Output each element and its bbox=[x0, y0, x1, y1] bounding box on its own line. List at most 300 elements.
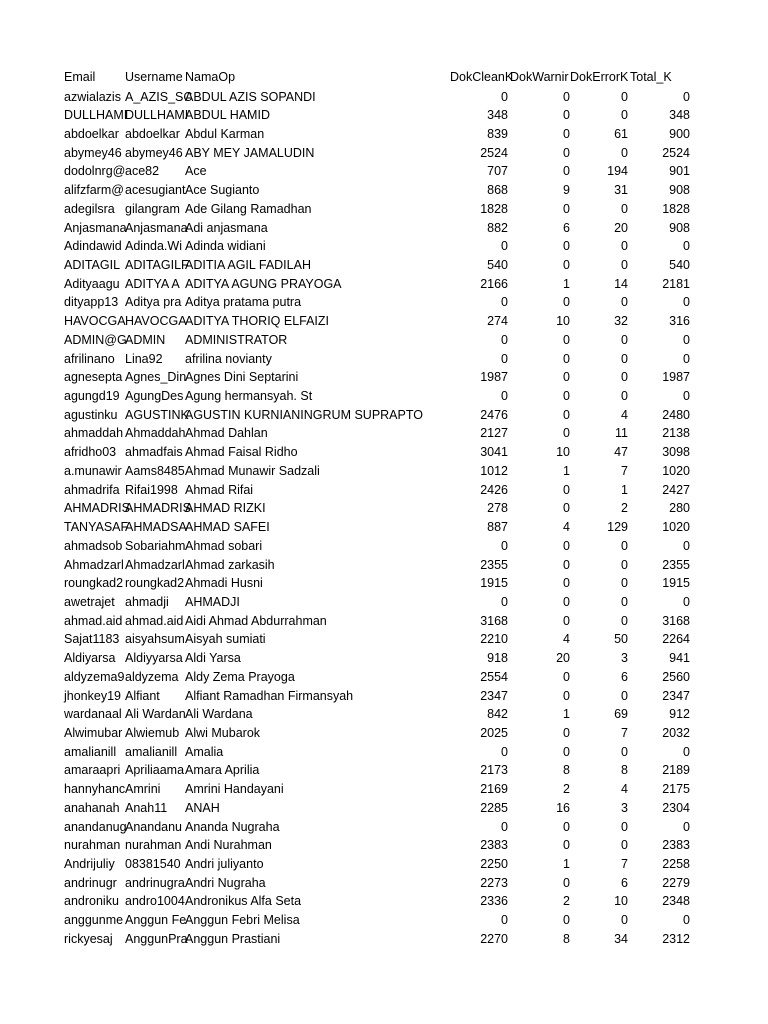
cell-email: andrinugr bbox=[64, 875, 117, 890]
cell-dok-clean: 918 bbox=[487, 651, 508, 666]
cell-email: roungkad2 bbox=[64, 576, 124, 591]
cell-dok-clean: 3168 bbox=[480, 613, 508, 628]
cell-email: amaraapri bbox=[64, 763, 121, 778]
cell-email: Aldiyarsa bbox=[64, 651, 116, 666]
table-row bbox=[0, 705, 768, 724]
cell-dok-warning: 0 bbox=[563, 426, 570, 441]
table-row bbox=[0, 649, 768, 668]
table-row bbox=[0, 574, 768, 593]
cell-namaop: AHMADJI bbox=[185, 594, 240, 609]
cell-dok-error: 0 bbox=[621, 201, 628, 216]
cell-dok-warning: 0 bbox=[563, 108, 570, 123]
cell-dok-clean: 2173 bbox=[480, 763, 508, 778]
cell-dok-warning: 0 bbox=[563, 669, 570, 684]
cell-dok-clean: 2476 bbox=[480, 407, 508, 422]
cell-total: 2355 bbox=[662, 557, 690, 572]
cell-total: 316 bbox=[669, 314, 690, 329]
cell-total: 2279 bbox=[662, 875, 690, 890]
cell-total: 2264 bbox=[662, 632, 690, 647]
cell-dok-warning: 0 bbox=[563, 819, 570, 834]
cell-email: ahmad.aid bbox=[64, 613, 123, 628]
cell-namaop: AGUSTIN KURNIANINGRUM SUPRAPTO bbox=[185, 407, 423, 422]
cell-total: 2383 bbox=[662, 838, 690, 853]
cell-username: amalianill bbox=[125, 744, 178, 759]
cell-dok-clean: 0 bbox=[501, 295, 508, 310]
cell-dok-warning: 20 bbox=[556, 651, 570, 666]
cell-dok-error: 0 bbox=[621, 370, 628, 385]
cell-total: 280 bbox=[669, 501, 690, 516]
cell-email: Adityaagu bbox=[64, 276, 120, 291]
table-row bbox=[0, 818, 768, 837]
cell-namaop: AHMAD SAFEI bbox=[185, 520, 270, 535]
cell-namaop: Alfiant Ramadhan Firmansyah bbox=[185, 688, 354, 703]
cell-username: Alwiemub bbox=[125, 725, 180, 740]
cell-total: 1915 bbox=[662, 576, 690, 591]
cell-email: Anjasmana bbox=[64, 220, 127, 235]
cell-dok-warning: 0 bbox=[563, 370, 570, 385]
table-row bbox=[0, 125, 768, 144]
cell-namaop: Ace bbox=[185, 164, 207, 179]
cell-dok-clean: 839 bbox=[487, 126, 508, 141]
table-row bbox=[0, 424, 768, 443]
cell-dok-clean: 0 bbox=[501, 819, 508, 834]
cell-total: 1020 bbox=[662, 463, 690, 478]
cell-total: 0 bbox=[683, 913, 690, 928]
cell-dok-error: 0 bbox=[621, 819, 628, 834]
cell-email: alifzfarm@ bbox=[64, 183, 124, 198]
table-row bbox=[0, 88, 768, 107]
cell-dok-error: 31 bbox=[614, 183, 628, 198]
cell-dok-warning: 0 bbox=[563, 201, 570, 216]
cell-username: AnggunPra bbox=[125, 931, 188, 946]
cell-username: Ali Wardan bbox=[125, 707, 186, 722]
table-row bbox=[0, 687, 768, 706]
cell-dok-clean: 0 bbox=[501, 239, 508, 254]
cell-dok-error: 0 bbox=[621, 576, 628, 591]
cell-username: Anandanu bbox=[125, 819, 183, 834]
cell-dok-clean: 1828 bbox=[480, 201, 508, 216]
cell-total: 1020 bbox=[662, 520, 690, 535]
cell-username: Apriliaama bbox=[125, 763, 185, 778]
table-row bbox=[0, 724, 768, 743]
table-row bbox=[0, 761, 768, 780]
cell-email: ADMIN@G bbox=[64, 332, 127, 347]
cell-email: HAVOCGA bbox=[64, 314, 126, 329]
cell-dok-warning: 0 bbox=[563, 557, 570, 572]
cell-total: 2032 bbox=[662, 725, 690, 740]
cell-dok-error: 7 bbox=[621, 857, 628, 872]
cell-dok-clean: 2273 bbox=[480, 875, 508, 890]
cell-namaop: Amalia bbox=[185, 744, 224, 759]
header-dok-error: DokErrorK bbox=[570, 70, 629, 84]
table-row bbox=[0, 668, 768, 687]
cell-dok-clean: 707 bbox=[487, 164, 508, 179]
cell-dok-warning: 0 bbox=[563, 538, 570, 553]
cell-username: andro1004 bbox=[125, 894, 185, 909]
cell-total: 908 bbox=[669, 183, 690, 198]
cell-dok-error: 11 bbox=[615, 426, 628, 441]
cell-email: Ahmadzarl bbox=[64, 557, 124, 572]
cell-namaop: Andi Nurahman bbox=[185, 838, 272, 853]
cell-dok-clean: 348 bbox=[487, 108, 508, 123]
cell-username: Aditya pra bbox=[125, 295, 182, 310]
table-row bbox=[0, 312, 768, 331]
table-row bbox=[0, 162, 768, 181]
cell-username: Ahmadzarl bbox=[125, 557, 185, 572]
table-row bbox=[0, 200, 768, 219]
cell-email: abdoelkar bbox=[64, 126, 119, 141]
cell-namaop: ABY MEY JAMALUDIN bbox=[185, 145, 315, 160]
cell-dok-error: 1 bbox=[621, 482, 628, 497]
cell-namaop: ANAH bbox=[185, 800, 220, 815]
cell-dok-warning: 0 bbox=[563, 295, 570, 310]
cell-total: 901 bbox=[669, 164, 690, 179]
cell-total: 912 bbox=[669, 707, 690, 722]
cell-dok-error: 0 bbox=[621, 538, 628, 553]
header-dok-clean: DokCleanK bbox=[450, 70, 514, 84]
cell-username: ahmadji bbox=[125, 594, 169, 609]
cell-dok-clean: 882 bbox=[487, 220, 508, 235]
cell-dok-warning: 4 bbox=[563, 520, 570, 535]
cell-dok-warning: 0 bbox=[563, 613, 570, 628]
cell-dok-warning: 0 bbox=[563, 89, 570, 104]
cell-namaop: ADMINISTRATOR bbox=[185, 332, 288, 347]
cell-dok-warning: 0 bbox=[563, 725, 570, 740]
cell-username: A_AZIS_SC bbox=[125, 89, 193, 104]
table-row bbox=[0, 293, 768, 312]
cell-username: 08381540 bbox=[125, 857, 181, 872]
cell-email: anggunme bbox=[64, 913, 124, 928]
cell-dok-clean: 2285 bbox=[480, 800, 508, 815]
cell-dok-warning: 0 bbox=[563, 482, 570, 497]
cell-total: 0 bbox=[683, 819, 690, 834]
cell-dok-error: 34 bbox=[614, 931, 628, 946]
table-row bbox=[0, 462, 768, 481]
cell-email: dodolnrg@ bbox=[64, 164, 126, 179]
cell-email: nurahman bbox=[64, 838, 121, 853]
cell-email: dityapp13 bbox=[64, 295, 119, 310]
cell-namaop: Adinda widiani bbox=[185, 239, 266, 254]
cell-dok-clean: 2210 bbox=[480, 632, 508, 647]
cell-namaop: Amrini Handayani bbox=[185, 782, 284, 797]
cell-total: 2480 bbox=[662, 407, 690, 422]
cell-dok-error: 0 bbox=[621, 351, 628, 366]
cell-dok-clean: 274 bbox=[487, 314, 508, 329]
cell-dok-warning: 0 bbox=[563, 576, 570, 591]
cell-total: 0 bbox=[683, 389, 690, 404]
cell-username: DULLHAMI bbox=[125, 108, 189, 123]
cell-email: AHMADRIS bbox=[64, 501, 130, 516]
cell-dok-clean: 0 bbox=[501, 594, 508, 609]
cell-namaop: Ananda Nugraha bbox=[185, 819, 280, 834]
table-row bbox=[0, 350, 768, 369]
cell-dok-clean: 2270 bbox=[480, 931, 508, 946]
cell-email: agustinku bbox=[64, 407, 118, 422]
cell-email: aldyzema9 bbox=[64, 669, 125, 684]
cell-dok-error: 0 bbox=[621, 332, 628, 347]
cell-dok-clean: 887 bbox=[487, 520, 508, 535]
cell-total: 2304 bbox=[662, 800, 690, 815]
cell-namaop: Anggun Febri Melisa bbox=[185, 913, 300, 928]
cell-namaop: Ahmadi Husni bbox=[185, 576, 263, 591]
cell-dok-clean: 2524 bbox=[480, 145, 508, 160]
cell-email: afridho03 bbox=[64, 445, 117, 460]
cell-dok-error: 0 bbox=[621, 145, 628, 160]
cell-dok-error: 3 bbox=[621, 800, 628, 815]
cell-username: AHMADSA bbox=[125, 520, 187, 535]
cell-total: 0 bbox=[683, 89, 690, 104]
cell-namaop: ABDUL AZIS SOPANDI bbox=[185, 89, 316, 104]
cell-total: 1987 bbox=[662, 370, 690, 385]
cell-username: Lina92 bbox=[125, 351, 163, 366]
cell-dok-error: 4 bbox=[621, 782, 628, 797]
cell-total: 2189 bbox=[662, 763, 690, 778]
table-row bbox=[0, 518, 768, 537]
cell-dok-error: 0 bbox=[621, 89, 628, 104]
cell-dok-clean: 0 bbox=[501, 538, 508, 553]
table-row bbox=[0, 237, 768, 256]
cell-dok-error: 69 bbox=[614, 707, 628, 722]
cell-dok-error: 0 bbox=[621, 688, 628, 703]
cell-email: ahmadrifa bbox=[64, 482, 120, 497]
cell-username: acesugiant bbox=[125, 183, 186, 198]
cell-namaop: Alwi Mubarok bbox=[185, 725, 261, 740]
table-row bbox=[0, 911, 768, 930]
table-row bbox=[0, 537, 768, 556]
cell-total: 0 bbox=[683, 351, 690, 366]
cell-username: abymey46 bbox=[125, 145, 183, 160]
table-row bbox=[0, 799, 768, 818]
cell-email: a.munawir bbox=[64, 463, 122, 478]
cell-total: 3168 bbox=[662, 613, 690, 628]
cell-dok-error: 194 bbox=[607, 164, 628, 179]
cell-total: 540 bbox=[669, 257, 690, 272]
cell-username: HAVOCGA bbox=[125, 314, 187, 329]
cell-dok-error: 3 bbox=[621, 651, 628, 666]
cell-namaop: Ahmad Rifai bbox=[185, 482, 254, 497]
table-row bbox=[0, 406, 768, 425]
cell-dok-clean: 2250 bbox=[480, 857, 508, 872]
cell-email: abymey46 bbox=[64, 145, 122, 160]
table-row bbox=[0, 219, 768, 238]
cell-dok-clean: 0 bbox=[501, 332, 508, 347]
cell-dok-warning: 8 bbox=[563, 763, 570, 778]
cell-total: 348 bbox=[669, 108, 690, 123]
cell-dok-warning: 9 bbox=[563, 183, 570, 198]
cell-dok-error: 0 bbox=[621, 239, 628, 254]
cell-namaop: Ade Gilang Ramadhan bbox=[185, 201, 312, 216]
table-row bbox=[0, 275, 768, 294]
cell-total: 2347 bbox=[662, 688, 690, 703]
cell-namaop: Aldy Zema Prayoga bbox=[185, 669, 295, 684]
cell-dok-error: 0 bbox=[621, 108, 628, 123]
cell-total: 0 bbox=[683, 538, 690, 553]
cell-dok-error: 4 bbox=[621, 407, 628, 422]
cell-username: Aams8485 bbox=[125, 463, 185, 478]
cell-namaop: AHMAD RIZKI bbox=[185, 501, 266, 516]
table-row bbox=[0, 556, 768, 575]
cell-email: awetrajet bbox=[64, 594, 115, 609]
cell-email: amalianill bbox=[64, 744, 117, 759]
cell-namaop: Ahmad zarkasih bbox=[185, 557, 275, 572]
cell-dok-clean: 0 bbox=[501, 389, 508, 404]
cell-dok-warning: 0 bbox=[563, 126, 570, 141]
cell-email: agungd19 bbox=[64, 389, 120, 404]
cell-dok-error: 0 bbox=[621, 913, 628, 928]
cell-dok-clean: 0 bbox=[501, 351, 508, 366]
cell-total: 2258 bbox=[662, 857, 690, 872]
cell-email: rickyesaj bbox=[64, 931, 113, 946]
table-row bbox=[0, 256, 768, 275]
cell-email: Alwimubar bbox=[64, 725, 123, 740]
cell-username: AGUSTINK bbox=[125, 407, 189, 422]
table-row bbox=[0, 630, 768, 649]
cell-total: 0 bbox=[683, 295, 690, 310]
cell-dok-error: 7 bbox=[621, 463, 628, 478]
cell-dok-clean: 0 bbox=[501, 89, 508, 104]
cell-username: Ahmaddah bbox=[125, 426, 186, 441]
cell-email: TANYASAF bbox=[64, 520, 129, 535]
cell-namaop: Abdul Karman bbox=[185, 126, 265, 141]
cell-email: wardanaal bbox=[64, 707, 122, 722]
cell-namaop: Ahmad Dahlan bbox=[185, 426, 268, 441]
cell-email: agnesepta bbox=[64, 370, 123, 385]
cell-namaop: Andronikus Alfa Seta bbox=[185, 894, 302, 909]
cell-username: ADMIN bbox=[125, 332, 166, 347]
header-dok-warning: DokWarnir bbox=[510, 70, 569, 84]
cell-namaop: Agung hermansyah. St bbox=[185, 389, 313, 404]
cell-username: Amrini bbox=[125, 782, 161, 797]
table-row bbox=[0, 874, 768, 893]
cell-total: 0 bbox=[683, 239, 690, 254]
cell-email: Adindawid bbox=[64, 239, 122, 254]
cell-username: nurahman bbox=[125, 838, 182, 853]
cell-total: 941 bbox=[669, 651, 690, 666]
cell-total: 2524 bbox=[662, 145, 690, 160]
cell-dok-warning: 0 bbox=[563, 838, 570, 853]
cell-dok-clean: 2166 bbox=[480, 276, 508, 291]
cell-dok-error: 129 bbox=[607, 520, 628, 535]
cell-username: AgungDes bbox=[125, 389, 184, 404]
cell-username: Anah11 bbox=[125, 800, 168, 815]
cell-email: DULLHAMI bbox=[64, 108, 128, 123]
table-row bbox=[0, 331, 768, 350]
cell-email: azwialazis bbox=[64, 89, 121, 104]
table-row bbox=[0, 780, 768, 799]
cell-dok-clean: 0 bbox=[501, 913, 508, 928]
cell-username: roungkad2 bbox=[125, 576, 185, 591]
cell-dok-warning: 2 bbox=[563, 894, 570, 909]
cell-dok-warning: 1 bbox=[563, 707, 570, 722]
cell-email: Sajat1183 bbox=[64, 632, 120, 647]
cell-dok-warning: 0 bbox=[563, 594, 570, 609]
cell-namaop: Ali Wardana bbox=[185, 707, 253, 722]
cell-dok-error: 7 bbox=[621, 725, 628, 740]
table-row bbox=[0, 836, 768, 855]
cell-dok-warning: 8 bbox=[563, 931, 570, 946]
cell-total: 1828 bbox=[662, 201, 690, 216]
cell-dok-clean: 2554 bbox=[480, 669, 508, 684]
cell-username: ADITYA A bbox=[125, 276, 180, 291]
table-row bbox=[0, 612, 768, 631]
cell-namaop: Amara Aprilia bbox=[185, 763, 260, 778]
cell-email: afrilinano bbox=[64, 351, 115, 366]
cell-email: ahmadsob bbox=[64, 538, 123, 553]
cell-email: jhonkey19 bbox=[64, 688, 121, 703]
table-row bbox=[0, 481, 768, 500]
table-row bbox=[0, 499, 768, 518]
cell-email: ahmaddah bbox=[64, 426, 124, 441]
cell-dok-clean: 2169 bbox=[480, 782, 508, 797]
cell-username: AHMADRIS bbox=[125, 501, 191, 516]
header-row bbox=[0, 68, 768, 87]
cell-dok-clean: 0 bbox=[501, 744, 508, 759]
cell-dok-warning: 0 bbox=[563, 407, 570, 422]
cell-username: ADITAGILF bbox=[125, 257, 189, 272]
table-row bbox=[0, 387, 768, 406]
cell-dok-clean: 1987 bbox=[480, 370, 508, 385]
cell-dok-error: 0 bbox=[621, 295, 628, 310]
cell-dok-warning: 0 bbox=[563, 875, 570, 890]
cell-username: Rifai1998 bbox=[125, 482, 178, 497]
cell-dok-warning: 0 bbox=[563, 257, 570, 272]
cell-dok-warning: 0 bbox=[563, 351, 570, 366]
cell-dok-warning: 0 bbox=[563, 688, 570, 703]
cell-username: Agnes_Din bbox=[125, 370, 187, 385]
cell-namaop: Ahmad sobari bbox=[185, 538, 263, 553]
cell-dok-warning: 10 bbox=[556, 445, 570, 460]
table-row bbox=[0, 593, 768, 612]
cell-total: 3098 bbox=[662, 445, 690, 460]
header-namaop: NamaOp bbox=[185, 70, 236, 84]
cell-dok-error: 0 bbox=[621, 613, 628, 628]
cell-total: 2181 bbox=[662, 276, 690, 291]
cell-dok-error: 2 bbox=[621, 501, 628, 516]
cell-namaop: Andri Nugraha bbox=[185, 875, 266, 890]
cell-total: 900 bbox=[669, 126, 690, 141]
cell-namaop: ABDUL HAMID bbox=[185, 108, 270, 123]
cell-namaop: Aisyah sumiati bbox=[185, 632, 266, 647]
cell-email: anahanah bbox=[64, 800, 120, 815]
cell-username: Anggun Fe bbox=[125, 913, 187, 928]
cell-dok-warning: 0 bbox=[563, 913, 570, 928]
cell-dok-error: 32 bbox=[614, 314, 628, 329]
cell-dok-clean: 2347 bbox=[480, 688, 508, 703]
cell-dok-error: 6 bbox=[621, 669, 628, 684]
cell-username: ahmadfais bbox=[125, 445, 183, 460]
table-row bbox=[0, 368, 768, 387]
cell-dok-error: 0 bbox=[621, 744, 628, 759]
cell-dok-clean: 2426 bbox=[480, 482, 508, 497]
cell-dok-clean: 278 bbox=[487, 501, 508, 516]
cell-namaop: Ahmad Faisal Ridho bbox=[185, 445, 298, 460]
cell-dok-clean: 842 bbox=[487, 707, 508, 722]
cell-total: 2427 bbox=[662, 482, 690, 497]
cell-dok-warning: 0 bbox=[563, 145, 570, 160]
header-total: Total_K bbox=[630, 70, 672, 84]
cell-dok-clean: 540 bbox=[487, 257, 508, 272]
cell-dok-error: 8 bbox=[621, 763, 628, 778]
cell-username: andrinugra bbox=[125, 875, 185, 890]
cell-email: androniku bbox=[64, 894, 119, 909]
cell-email: hannyhanc bbox=[64, 782, 126, 797]
cell-dok-error: 20 bbox=[614, 220, 628, 235]
cell-dok-warning: 1 bbox=[563, 857, 570, 872]
cell-dok-warning: 0 bbox=[563, 744, 570, 759]
cell-dok-warning: 1 bbox=[563, 463, 570, 478]
cell-dok-warning: 0 bbox=[563, 389, 570, 404]
table-row bbox=[0, 106, 768, 125]
